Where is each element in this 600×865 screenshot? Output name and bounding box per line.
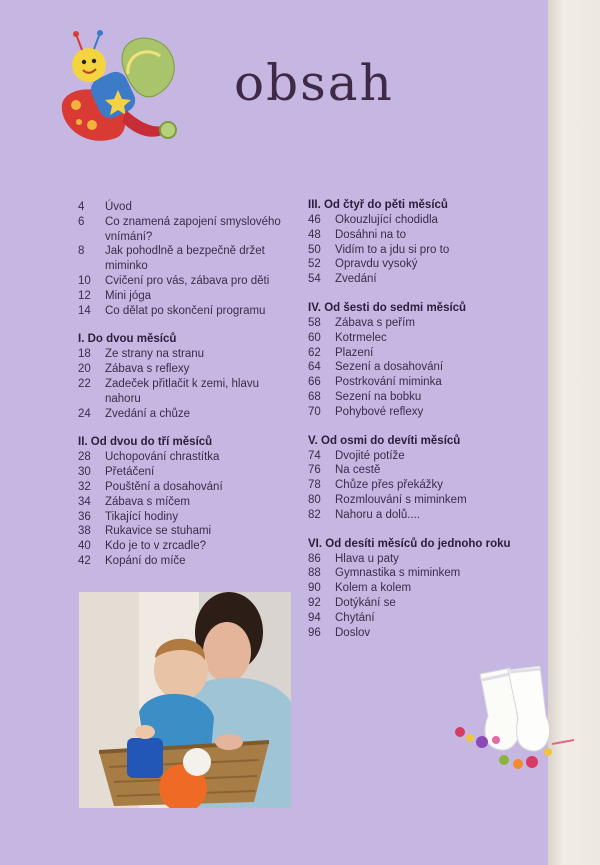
- toc-entry: [308, 493, 528, 508]
- toc-entry: [308, 596, 528, 611]
- section-heading: III. Od čtyř do pěti měsíců: [308, 199, 448, 211]
- toc-entry: [308, 316, 528, 331]
- section-heading: VI. Od desíti měsíců do jednoho roku: [308, 537, 511, 550]
- toc-entry: [78, 289, 298, 304]
- toc-entry: [308, 478, 528, 493]
- entry-title: Sezení a dosahování: [335, 361, 444, 374]
- page-number: 10: [78, 274, 91, 287]
- section-heading: IV. Od šesti do sedmi měsíců: [308, 301, 467, 314]
- toc-entry: [308, 581, 528, 596]
- page-number: 66: [308, 376, 321, 389]
- page-number: 76: [308, 464, 321, 477]
- toc-entry: [78, 347, 298, 362]
- page-number: 46: [308, 214, 321, 226]
- page-number: 32: [78, 480, 91, 493]
- entry-title: Pouštění a dosahování: [105, 480, 223, 493]
- entry-title: Postrkování miminka: [335, 376, 442, 389]
- entry-title: Plazení: [335, 346, 374, 359]
- entry-title: Ze strany na stranu: [105, 348, 205, 361]
- toc-entry: [78, 539, 298, 554]
- toc-section: [308, 301, 528, 420]
- toc-entry: [308, 272, 528, 287]
- toc-entry: [308, 390, 528, 405]
- page-number: 8: [78, 245, 85, 258]
- entry-title: Kdo je to v zrcadle?: [105, 540, 207, 553]
- entry-title: Gymnastika s miminkem: [335, 567, 461, 580]
- entry-title: Uchopování chrastítka: [105, 451, 220, 464]
- page-number: 92: [308, 596, 321, 609]
- page-number: 80: [308, 493, 321, 506]
- page-number: 64: [308, 361, 321, 374]
- toc-entry: [308, 228, 528, 243]
- page-number: 48: [308, 228, 321, 241]
- page-number: 34: [78, 495, 91, 508]
- baby-socks-icon: [452, 660, 576, 778]
- entry-title: Zábava s reflexy: [105, 363, 190, 376]
- toc-section: [308, 434, 528, 523]
- toc-entry: [78, 510, 298, 525]
- section-heading: I. Do dvou měsíců: [78, 333, 177, 346]
- mother-and-baby-photo: [79, 592, 291, 808]
- page-number: 78: [308, 479, 321, 492]
- entry-title: Chytání: [335, 611, 375, 624]
- page-number: 28: [78, 451, 91, 464]
- entry-title: Dvojité potíže: [335, 449, 405, 462]
- toc-entry: [78, 244, 298, 274]
- toc-entry: [78, 407, 298, 422]
- entry-title: Kopání do míče: [105, 554, 186, 567]
- toc-entry: [308, 331, 528, 346]
- page-number: 6: [78, 215, 85, 228]
- page-number: 30: [78, 466, 91, 479]
- toc-entry: [78, 362, 298, 377]
- page-number: 52: [308, 258, 321, 271]
- section-heading: V. Od osmi do devíti měsíců: [308, 434, 461, 447]
- entry-title: Přetáčení: [105, 466, 155, 479]
- entry-title: Co znamená zapojení smyslového vnímání?: [105, 215, 281, 243]
- toc-section: [78, 435, 298, 568]
- entry-title: Zábava s peřím: [335, 316, 415, 329]
- page-number: 62: [308, 346, 321, 359]
- entry-title: Sezení na bobku: [335, 390, 422, 403]
- toc-entry: [78, 274, 298, 289]
- toc-intro-list: [78, 200, 298, 318]
- entry-title: Hlava u paty: [335, 552, 399, 565]
- page-number: 96: [308, 626, 321, 639]
- entry-title: Vidím to a jdu si pro to: [335, 243, 450, 256]
- page-number: 74: [308, 449, 321, 462]
- toc-entry: [78, 524, 298, 539]
- page-number: 88: [308, 567, 321, 580]
- toc-entry: [78, 200, 298, 215]
- page-number: 36: [78, 510, 91, 523]
- toc-entry: [308, 257, 528, 272]
- entry-title: Zvedání a chůze: [105, 407, 191, 420]
- toc-entry: [78, 215, 298, 245]
- entry-title: Chůze přes překážky: [335, 479, 444, 492]
- page-number: 4: [78, 201, 85, 213]
- page-title: obsah: [234, 54, 394, 112]
- toc-entry: [78, 377, 298, 407]
- entry-title: Zábava s míčem: [105, 495, 190, 508]
- page-number: 70: [308, 405, 321, 418]
- toc-entry: [308, 405, 528, 420]
- toc-entry: [308, 213, 528, 228]
- page-number: 22: [78, 377, 91, 390]
- page-number: 12: [78, 289, 91, 302]
- toc-section: [78, 332, 298, 421]
- toc-entry: [308, 508, 528, 523]
- toc-entry: [78, 304, 298, 319]
- toc-entry: [308, 611, 528, 626]
- page-number: 18: [78, 348, 91, 361]
- toc-entry: [308, 552, 528, 567]
- page-number: 50: [308, 243, 321, 256]
- toc-entry: [308, 360, 528, 375]
- toc-entry: [78, 495, 298, 510]
- entry-title: Tikající hodiny: [105, 510, 179, 523]
- entry-title: Rozmlouvání s miminkem: [335, 493, 467, 506]
- page-number: 20: [78, 363, 91, 376]
- entry-title: Jak pohodlně a bezpečně držet miminko: [105, 245, 265, 273]
- entry-title: Rukavice se stuhami: [105, 525, 212, 538]
- page-number: 94: [308, 611, 321, 624]
- entry-title: Dotýkání se: [335, 596, 396, 609]
- toc-entry: [78, 450, 298, 465]
- toc-entry: [78, 480, 298, 495]
- toc-left-column: [78, 200, 298, 569]
- toc-entry: [78, 465, 298, 480]
- page-number: 54: [308, 273, 321, 286]
- page-number: 60: [308, 331, 321, 344]
- page-number: 68: [308, 390, 321, 403]
- toc-entry: [308, 449, 528, 464]
- entry-title: Kolem a kolem: [335, 582, 412, 595]
- page-number: 24: [78, 407, 91, 420]
- entry-title: Pohybové reflexy: [335, 405, 424, 418]
- page-number: 14: [78, 304, 91, 317]
- entry-title: Doslov: [335, 626, 371, 639]
- toc-right-column: [308, 198, 528, 640]
- page-number: 86: [308, 552, 321, 565]
- entry-title: Dosáhni na to: [335, 228, 406, 241]
- page-number: 58: [308, 316, 321, 329]
- toc-entry: [308, 463, 528, 478]
- entry-title: Okouzlující chodidla: [335, 214, 438, 226]
- entry-title: Zvedání: [335, 273, 377, 286]
- toc-entry: [308, 243, 528, 258]
- section-heading: II. Od dvou do tří měsíců: [78, 436, 213, 449]
- entry-title: Cvičení pro vás, zábava pro děti: [105, 274, 270, 287]
- toc-section: [308, 198, 528, 287]
- toc-entry: [308, 346, 528, 361]
- entry-title: Co dělat po skončení programu: [105, 304, 266, 317]
- entry-title: Kotrmelec: [335, 331, 387, 344]
- entry-title: Opravdu vysoký: [335, 258, 418, 271]
- toc-entry: [308, 566, 528, 581]
- entry-title: Zadeček přitlačit k zemi, hlavu nahoru: [105, 377, 260, 405]
- entry-title: Úvod: [105, 201, 132, 213]
- page-number: 82: [308, 508, 321, 521]
- entry-title: Na cestě: [335, 464, 381, 477]
- toc-entry: [78, 554, 298, 569]
- entry-title: Nahoru a dolů....: [335, 508, 421, 521]
- butterfly-toy-icon: [54, 30, 184, 155]
- page-number: 40: [78, 540, 91, 553]
- page-number: 38: [78, 525, 91, 538]
- toc-section: [308, 537, 528, 641]
- toc-entry: [308, 626, 528, 641]
- page-number: 90: [308, 582, 321, 595]
- page-number: 42: [78, 554, 91, 567]
- photo-illustration: [79, 592, 291, 808]
- toc-entry: [308, 375, 528, 390]
- entry-title: Mini jóga: [105, 289, 152, 302]
